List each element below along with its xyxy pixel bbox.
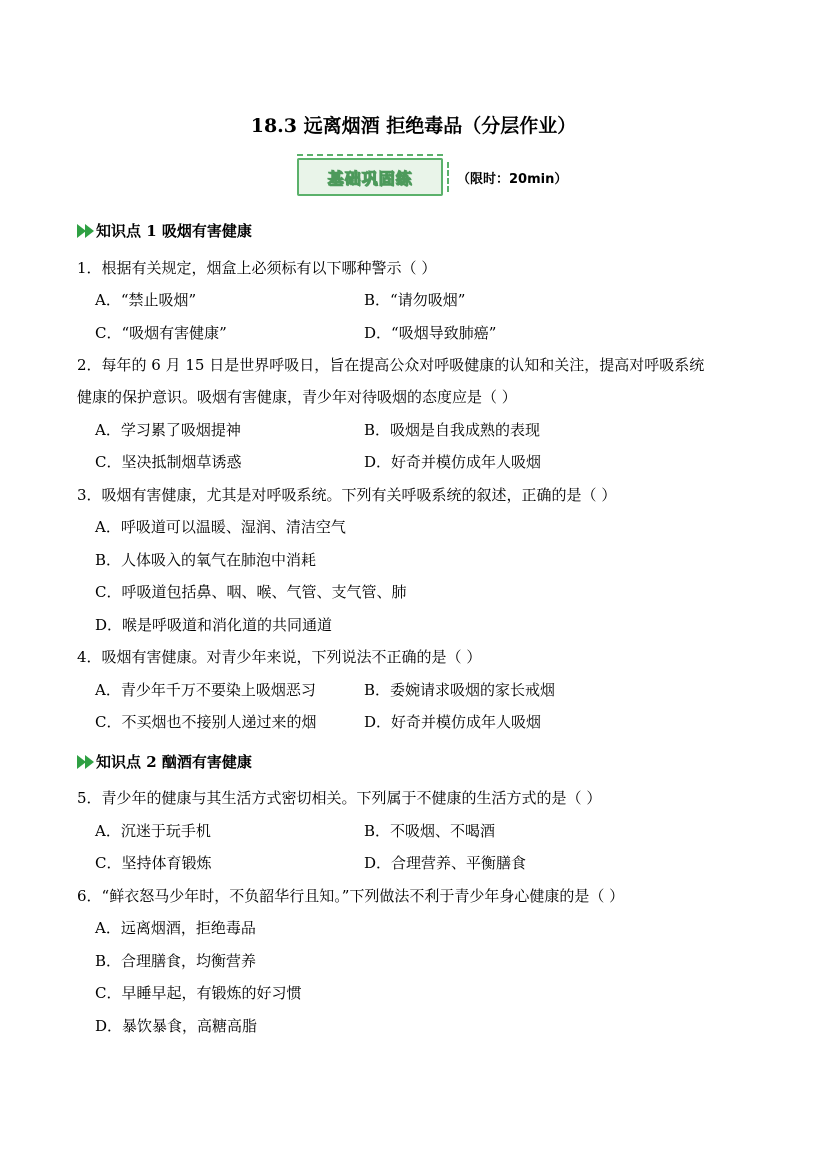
question-stem: 1．根据有关规定，烟盒上必须标有以下哪种警示（ ） (77, 259, 437, 277)
option-c: C．坚决抵制烟草诱惑 (95, 453, 242, 471)
level-badge (297, 158, 443, 196)
option-a: A．呼吸道可以温暖、湿润、清洁空气 (95, 518, 346, 536)
option-d: D．好奇并模仿成年人吸烟 (364, 453, 542, 471)
option-a: A．青少年千万不要染上吸烟恶习 (95, 681, 316, 699)
option-d: D．暴饮暴食，高糖高脂 (95, 1017, 258, 1035)
section-label: 知识点 2 酗酒有害健康 (96, 753, 252, 771)
time-limit: （限时：20min） (457, 171, 568, 187)
section-heading (77, 220, 252, 241)
option-a: A．沉迷于玩手机 (95, 822, 211, 840)
question-stem: 4．吸烟有害健康。对青少年来说，下列说法不正确的是（ ） (77, 648, 482, 666)
double-arrow-icon (77, 224, 93, 238)
option-a: A．远离烟酒，拒绝毒品 (95, 919, 256, 937)
level-badge-label: 基础巩固练 (327, 168, 413, 188)
question-stem: 2．每年的 6 月 15 日是世界呼吸日，旨在提高公众对呼吸健康的认知和关注，提高对呼吸系统 (77, 356, 705, 374)
option-b: B．人体吸入的氧气在肺泡中消耗 (95, 551, 317, 569)
double-arrow-icon (77, 755, 93, 769)
option-d: D．喉是呼吸道和消化道的共同通道 (95, 616, 333, 634)
option-d: D．“吸烟导致肺癌” (364, 324, 497, 342)
option-b: B．不吸烟、不喝酒 (364, 822, 496, 840)
option-b: B．吸烟是自我成熟的表现 (364, 421, 541, 439)
question-stem: 3．吸烟有害健康，尤其是对呼吸系统。下列有关呼吸系统的叙述，正确的是（ ） (77, 486, 617, 504)
option-b: B．“请勿吸烟” (364, 291, 466, 309)
option-d: D．合理营养、平衡膳食 (364, 854, 527, 872)
option-a: A．学习累了吸烟提神 (95, 421, 241, 439)
option-c: C．早睡早起，有锻炼的好习惯 (95, 984, 302, 1002)
option-b: B．委婉请求吸烟的家长戒烟 (364, 681, 556, 699)
page-title: 18.3 远离烟酒 拒绝毒品（分层作业） (250, 115, 577, 137)
option-c: C．“吸烟有害健康” (95, 324, 227, 342)
question-stem: 6．“鲜衣怒马少年时，不负韶华行且知。”下列做法不利于青少年身心健康的是（ ） (77, 887, 625, 905)
option-c: C．坚持体育锻炼 (95, 854, 212, 872)
question-stem-continued: 健康的保护意识。吸烟有害健康，青少年对待吸烟的态度应是（ ） (77, 388, 517, 406)
option-d: D．好奇并模仿成年人吸烟 (364, 713, 542, 731)
option-c: C．呼吸道包括鼻、咽、喉、气管、支气管、肺 (95, 583, 407, 601)
badge-row (297, 157, 567, 197)
section-heading (77, 751, 252, 772)
option-a: A．“禁止吸烟” (95, 291, 197, 309)
option-b: B．合理膳食，均衡营养 (95, 952, 257, 970)
section-label: 知识点 1 吸烟有害健康 (96, 222, 252, 240)
question-stem: 5．青少年的健康与其生活方式密切相关。下列属于不健康的生活方式的是（ ） (77, 789, 602, 807)
option-c: C．不买烟也不接别人递过来的烟 (95, 713, 317, 731)
